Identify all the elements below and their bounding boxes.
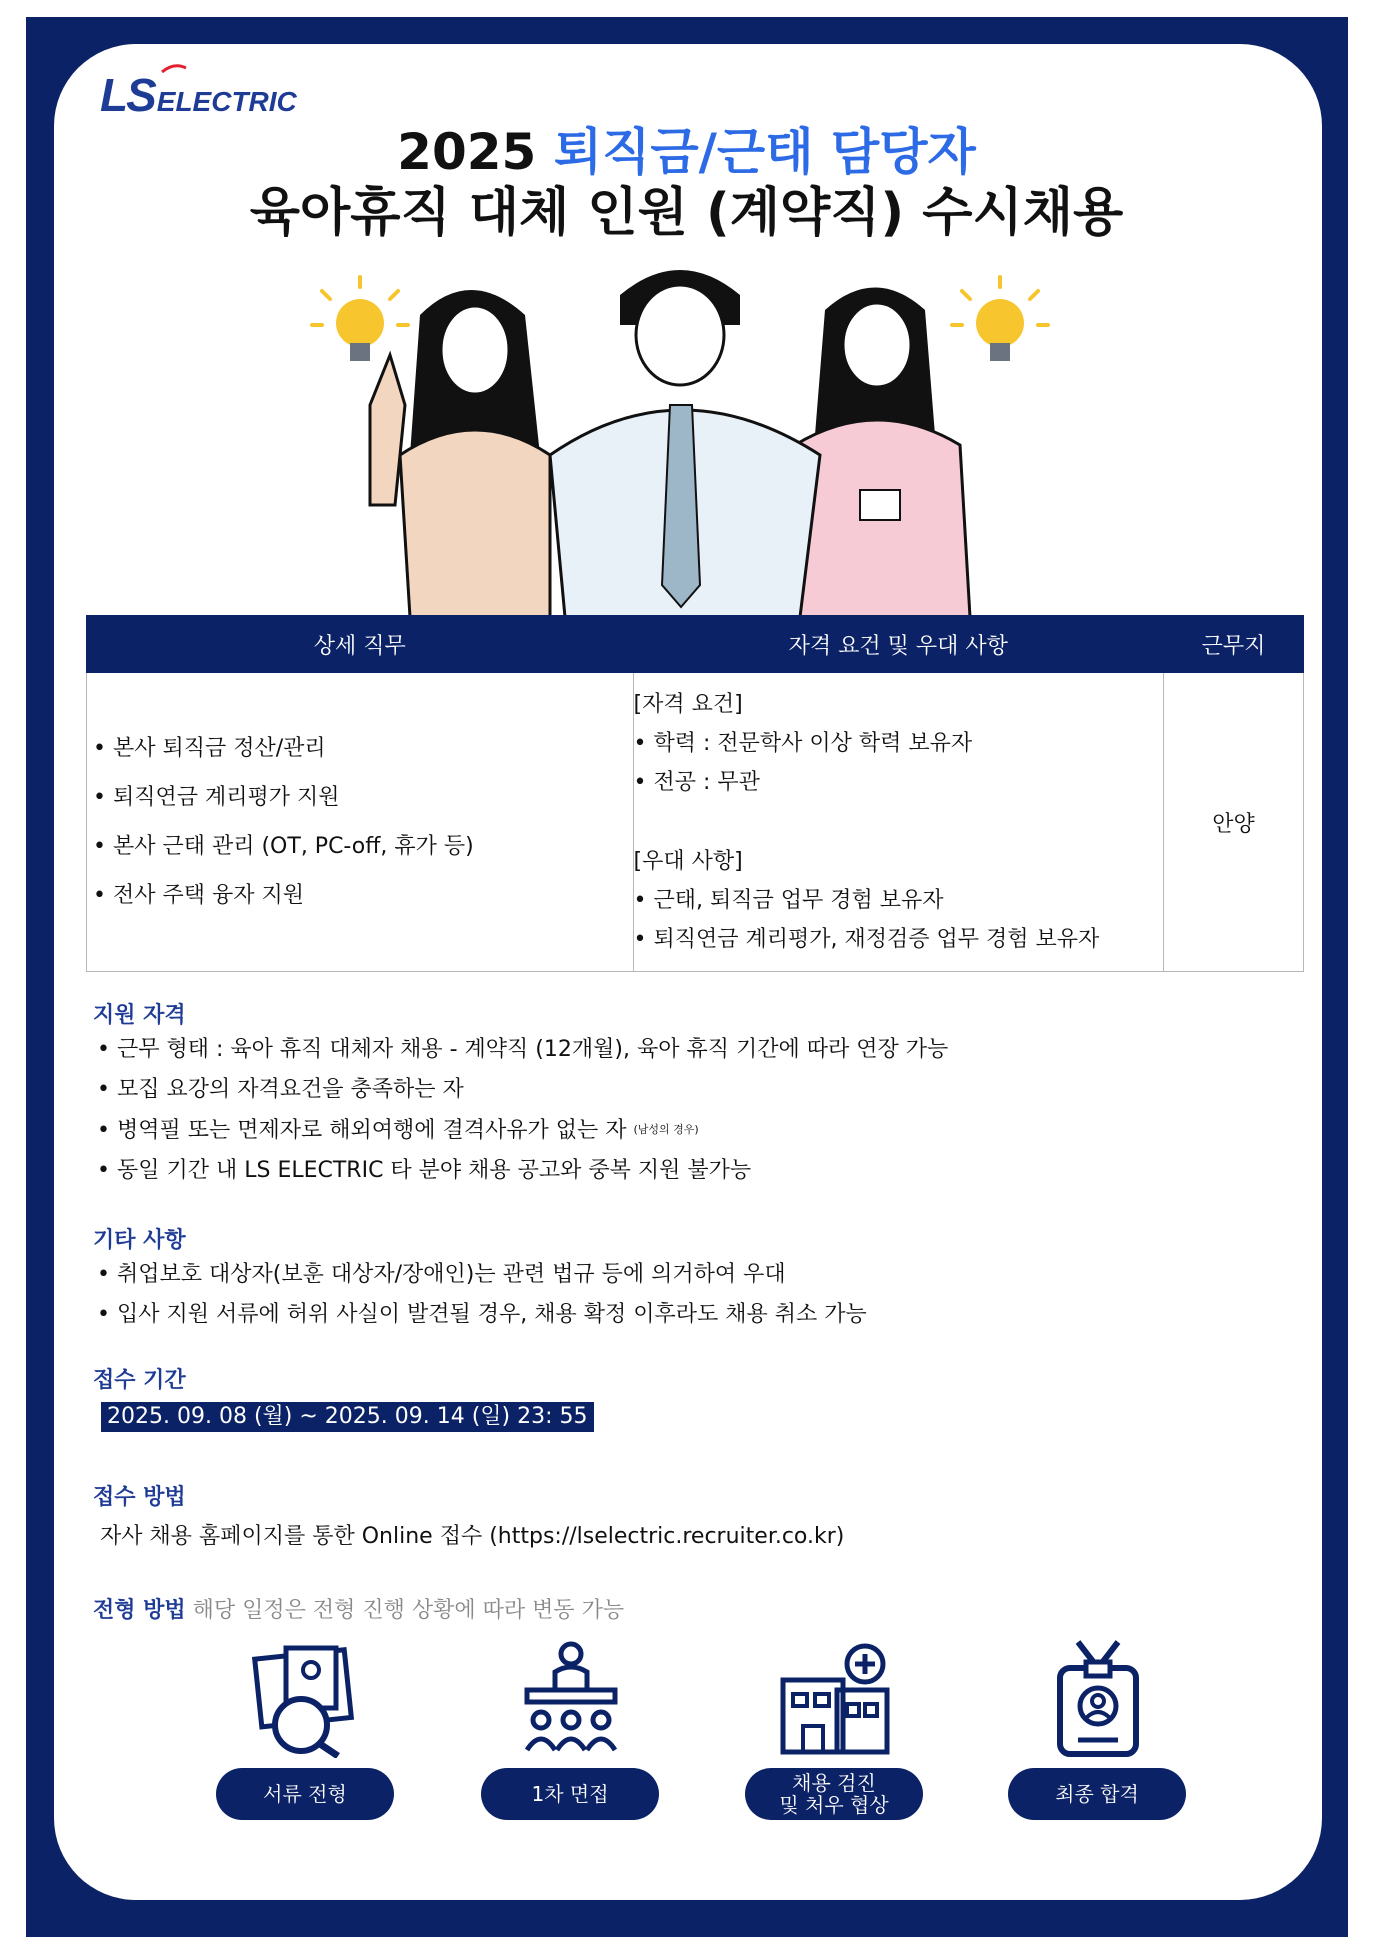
qual-item: • 전공 : 무관 [633,770,760,795]
interview-icon [511,1640,631,1758]
duty-cell [87,673,634,972]
column-header-qualifications: 자격 요건 및 우대 사항 [633,616,1163,673]
note-text: (남성의 경우) [633,1123,699,1136]
other-list [97,1255,867,1335]
woman-left-figure [370,290,550,617]
hospital-icon [775,1640,895,1758]
list-item: • 병역필 또는 면제자로 해외여행에 결격사유가 없는 자 (남성의 경우) [97,1110,948,1151]
process-step-final [1008,1640,1188,1830]
period-value: 2025. 09. 08 (월) ~ 2025. 09. 14 (일) 23: 55 [101,1402,594,1432]
process-step-label [745,1768,923,1820]
staff-illustration [300,255,1060,617]
process-step-documents [216,1640,396,1830]
qualifications-cell [633,673,1163,972]
list-item: • 모집 요강의 자격요건을 충족하는 자 [97,1070,948,1110]
ls-electric-logo: LS ELECTRIC [100,70,297,118]
list-item: • 입사 지원 서류에 허위 사실이 발견될 경우, 채용 확정 이후라도 채용 취소 가능 [97,1295,867,1335]
process-step-label: 1차 면접 [481,1768,659,1820]
process-step-interview [481,1640,661,1830]
other-heading: 기타 사항 [93,1228,186,1253]
qual-title: [자격 요건] [633,692,743,717]
list-item: • 취업보호 대상자(보훈 대상자/장애인)는 관련 법규 등에 의거하여 우대 [97,1255,867,1295]
job-details-table [86,615,1304,972]
period-heading: 접수 기간 [93,1368,186,1393]
duty-item: • 퇴직연금 계리평가 지원 [93,773,633,822]
man-figure [550,270,820,617]
process-heading: 전형 방법 해당 일정은 전형 진행 상황에 따라 변동 가능 [93,1598,625,1623]
step-label-line: 채용 검진 및 처우 협상 [779,1771,889,1817]
documents-icon [246,1640,366,1758]
method-heading: 접수 방법 [93,1485,186,1510]
woman-right-figure [795,288,970,618]
list-item: • 동일 기간 내 LS ELECTRIC 타 분야 채용 공고와 중복 지원 불가능 [97,1151,948,1191]
lightbulb-icon [312,277,408,361]
method-value: 자사 채용 홈페이지를 통한 Online 접수 (https://lselectric.recruiter.co.kr) [100,1524,845,1549]
qual-item: • 학력 : 전문학사 이상 학력 보유자 [633,731,973,756]
pref-item: • 퇴직연금 계리평가, 재정검증 업무 경험 보유자 [633,927,1100,952]
list-item: • 근무 형태 : 육아 휴직 대체자 채용 - 계약직 (12개월), 육아 휴직 기간에 따라 연장 가능 [97,1030,948,1070]
process-step-label: 서류 전형 [216,1768,394,1820]
page-title-line2: 육아휴직 대체 인원 (계약직) 수시채용 [249,183,1124,243]
page-title-line1: 2025 퇴직금/근태 담당자 [397,123,976,181]
eligibility-list [97,1030,948,1191]
column-header-location: 근무지 [1164,616,1304,673]
duty-item: • 본사 퇴직금 정산/관리 [93,724,633,773]
id-badge-icon [1038,1640,1158,1758]
lightbulb-icon [952,277,1048,361]
pref-title: [우대 사항] [633,849,743,874]
column-header-duty: 상세 직무 [87,616,634,673]
location-cell: 안양 [1164,673,1304,972]
duty-item: • 본사 근태 관리 (OT, PC-off, 휴가 등) [93,822,633,871]
eligibility-heading: 지원 자격 [93,1003,186,1028]
duty-item: • 전사 주택 융자 지원 [93,871,633,920]
pref-item: • 근태, 퇴직금 업무 경험 보유자 [633,888,944,913]
process-step-health-check [745,1640,925,1830]
process-step-label: 최종 합격 [1008,1768,1186,1820]
